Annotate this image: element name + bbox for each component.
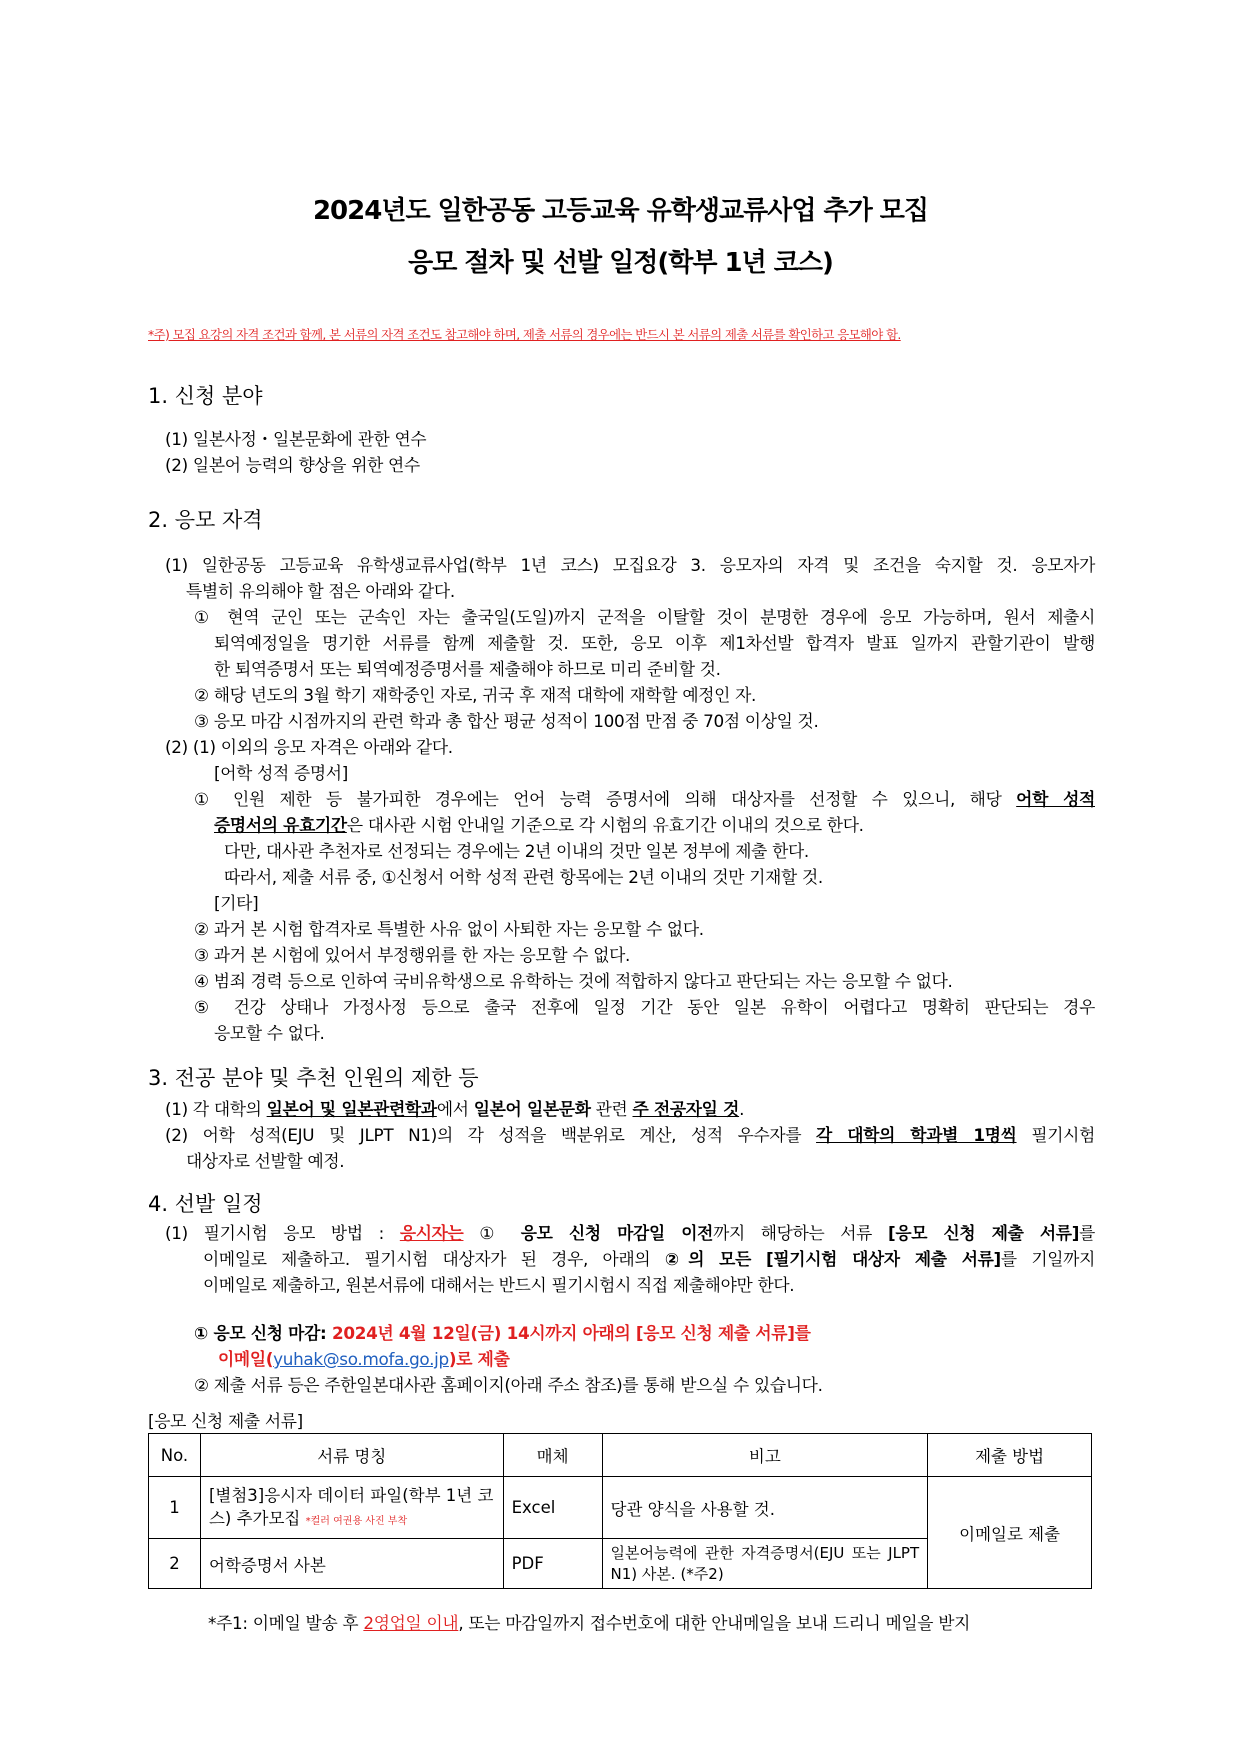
section3-main-major-underline: 주 전공자일 것 <box>632 1099 740 1119</box>
footnote-red: 2영업일 이내 <box>363 1613 459 1633</box>
section1-item1: (1) 일본사정・일본문화에 관한 연수 <box>165 429 427 449</box>
method-applicant: 응시자는 <box>399 1223 464 1243</box>
row1-name: [별첨3]응시자 데이터 파일(학부 1년 코스) 추가모집 <box>208 1486 494 1528</box>
cert-validity-underline-2: 증명서의 유효기간 <box>214 815 347 835</box>
section4-method-line3: 이메일로 제출하고, 원본서류에 대해서는 반드시 필기시험시 직접 제출해야만 한다. <box>203 1275 795 1295</box>
download-note: ② 제출 서류 등은 주한일본대사관 홈페이지(아래 주소 참조)를 통해 받으실 수 있습니다. <box>194 1375 823 1395</box>
cert-label: [어학 성적 증명서] <box>214 763 348 783</box>
cert-validity-underline-1: 어학 성적 <box>1016 789 1095 809</box>
cert-item1-line2 <box>214 812 864 836</box>
row2-name: 어학증명서 사본 <box>200 1539 503 1589</box>
section4-heading: 4. 선발 일정 <box>148 1192 263 1216</box>
section3-japanese-culture: 일본어 일본문화 <box>473 1099 591 1119</box>
cert-line2: 다만, 대사관 추천자로 선정되는 경우에는 2년 이내의 것만 일본 정부에 제출 한다. <box>224 841 809 861</box>
method-c: 까지 해당하는 서류 <box>713 1223 888 1243</box>
notice-text: *주) 모집 요강의 자격 조건과 함께, 본 서류의 자격 조건도 참고해야 하며, 제출 서류의 경우에는 반드시 본 서류의 제출 서류를 확인하고 응모해야 함. <box>148 327 901 342</box>
row1-media: Excel <box>503 1477 602 1539</box>
doc-title-line1: 2024년도 일한공동 고등교육 유학생교류사업 추가 모집 <box>312 196 929 226</box>
cert-item1-text-b: 은 대사관 시험 안내일 기준으로 각 시험의 유효기간 이내의 것으로 한다. <box>346 815 864 835</box>
method-d: 를 <box>1079 1223 1096 1243</box>
etc-item5-line2: 응모할 수 없다. <box>214 1023 325 1043</box>
footnote-a: *주1: 이메일 발송 후 <box>208 1613 364 1633</box>
section3-l2-a: (2) 어학 성적(EJU 및 JLPT N1)의 각 성적을 백분위로 계산, 성적 우수자를 <box>165 1125 817 1145</box>
deadline-line2 <box>218 1346 510 1370</box>
section3-l1-a: (1) 각 대학의 <box>165 1099 267 1119</box>
section3-l1-c: 관련 <box>590 1099 633 1119</box>
section2-item1-line2: 퇴역예정일을 명기한 서류를 함께 제출할 것. 또한, 응모 이후 제1차선발 합격자 발표 일까지 관할기관이 발행 <box>214 633 1095 653</box>
section3-heading: 3. 전공 분야 및 추천 인원의 제한 등 <box>148 1066 479 1090</box>
row2-media: PDF <box>503 1539 602 1589</box>
row2-remark: 일본어능력에 관한 자격증명서(EJU 또는 JLPT N1) 사본. (*주2) <box>602 1539 928 1589</box>
section2-item1-line3: 한 퇴역증명서 또는 퇴역예정증명서를 제출해야 하므로 미리 준비할 것. <box>214 659 721 679</box>
cert-item1-line1 <box>194 786 1095 810</box>
method-b: ① <box>463 1223 521 1243</box>
section4-method-line2 <box>203 1246 1095 1270</box>
section2-item2: ② 해당 년도의 3월 학기 재학중인 자로, 귀국 후 재적 대학에 재학할 예정인 자. <box>194 685 757 705</box>
table-label: [응모 신청 제출 서류] <box>148 1411 303 1431</box>
section3-per-dept-underline: 각 대학의 학과별 1명씩 <box>816 1125 1017 1145</box>
etc-item2: ② 과거 본 시험 합격자로 특별한 사유 없이 사퇴한 자는 응모할 수 없다. <box>194 919 704 939</box>
section2-p1-line2: 특별히 유의해야 할 점은 아래와 같다. <box>186 581 455 601</box>
row1-name-cell <box>200 1477 503 1539</box>
row2-no: 2 <box>149 1539 201 1589</box>
table-row <box>149 1477 1092 1539</box>
footnote-1 <box>208 1610 970 1634</box>
doc-title-line2: 응모 절차 및 선발 일정(학부 1년 코스) <box>408 248 833 278</box>
section3-line3: 대상자로 선발할 예정. <box>186 1151 345 1171</box>
method-submit-docs: [응모 신청 제출 서류] <box>887 1223 1080 1243</box>
method-before-deadline: 응모 신청 마감일 이전 <box>520 1223 714 1243</box>
submit-method: 이메일로 제출 <box>928 1477 1092 1589</box>
etc-item4: ④ 범죄 경력 등으로 인하여 국비유학생으로 유학하는 것에 적합하지 않다고 판단되는 자는 응모할 수 없다. <box>194 971 953 991</box>
method-l2-b: 를 기일까지 <box>1000 1249 1095 1269</box>
deadline-line1 <box>194 1320 810 1344</box>
method-l2-bold: ②의 모든 [필기시험 대상자 제출 서류] <box>664 1249 1001 1269</box>
section2-heading: 2. 응모 자격 <box>148 508 263 532</box>
row1-remark: 당관 양식을 사용할 것. <box>602 1477 928 1539</box>
etc-item5-line1: ⑤ 건강 상태나 가정사정 등으로 출국 전후에 일정 기간 동안 일본 유학이 어렵다고 명확히 판단되는 경우 <box>194 997 1095 1017</box>
etc-item3: ③ 과거 본 시험에 있어서 부정행위를 한 자는 응모할 수 없다. <box>194 945 631 965</box>
method-l2-a: 이메일로 제출하고. 필기시험 대상자가 된 경우, 아래의 <box>203 1249 665 1269</box>
section2-p1-line1: (1) 일한공동 고등교육 유학생교류사업(학부 1년 코스) 모집요강 3. 응모자의 자격 및 조건을 숙지할 것. 응모자가 <box>165 555 1095 575</box>
section3-line2 <box>165 1122 1095 1146</box>
section2-p2: (2) (1) 이외의 응모 자격은 아래와 같다. <box>165 737 453 757</box>
cert-item1-text-a: ① 인원 제한 등 불가피한 경우에는 언어 능력 증명서에 의해 대상자를 선정할 수 있으니, 해당 <box>194 789 1017 809</box>
section2-item1-line1: ① 현역 군인 또는 군속인 자는 출국일(도일)까지 군적을 이탈할 것이 분명한 경우에 응모 가능하며, 원서 제출시 <box>194 607 1095 627</box>
section3-l2-b: 필기시험 <box>1016 1125 1095 1145</box>
deadline-email-a: 이메일( <box>218 1349 274 1369</box>
deadline-label: ① 응모 신청 마감: <box>194 1323 332 1343</box>
col-no: No. <box>149 1434 201 1477</box>
section3-l1-b: 에서 <box>436 1099 474 1119</box>
email-link[interactable]: yuhak@so.mofa.go.jp <box>273 1349 449 1369</box>
section1-heading: 1. 신청 분야 <box>148 384 263 408</box>
deadline-date: 2024년 4월 12일(금) 14시까지 아래의 [응모 신청 제출 서류]를 <box>331 1323 811 1343</box>
row1-photo-note: *컬러 여권용 사진 부착 <box>305 1515 408 1527</box>
cert-line3: 따라서, 제출 서류 중, ①신청서 어학 성적 관련 항목에는 2년 이내의 것만 기재할 것. <box>224 867 823 887</box>
footnote-b: , 또는 마감일까지 접수번호에 대한 안내메일을 보내 드리니 메일을 받지 <box>458 1613 971 1633</box>
etc-label: [기타] <box>214 893 259 913</box>
col-remark: 비고 <box>602 1434 928 1477</box>
section2-item3: ③ 응모 마감 시점까지의 관련 학과 총 합산 평균 성적이 100점 만점 중 70점 이상일 것. <box>194 711 819 731</box>
col-media: 매체 <box>503 1434 602 1477</box>
method-a: (1) 필기시험 응모 방법 : <box>165 1223 400 1243</box>
section3-line1 <box>165 1096 744 1120</box>
table-header-row <box>149 1434 1092 1477</box>
section3-l1-d: . <box>739 1099 745 1119</box>
col-method: 제출 방법 <box>928 1434 1092 1477</box>
section4-method-line1 <box>165 1220 1095 1244</box>
deadline-email-b: )로 제출 <box>448 1349 510 1369</box>
row1-no: 1 <box>149 1477 201 1539</box>
col-name: 서류 명칭 <box>200 1434 503 1477</box>
submit-docs-table <box>148 1433 1092 1589</box>
section1-item2: (2) 일본어 능력의 향상을 위한 연수 <box>165 455 420 475</box>
section3-major-underline: 일본어 및 일본관련학과 <box>266 1099 437 1119</box>
